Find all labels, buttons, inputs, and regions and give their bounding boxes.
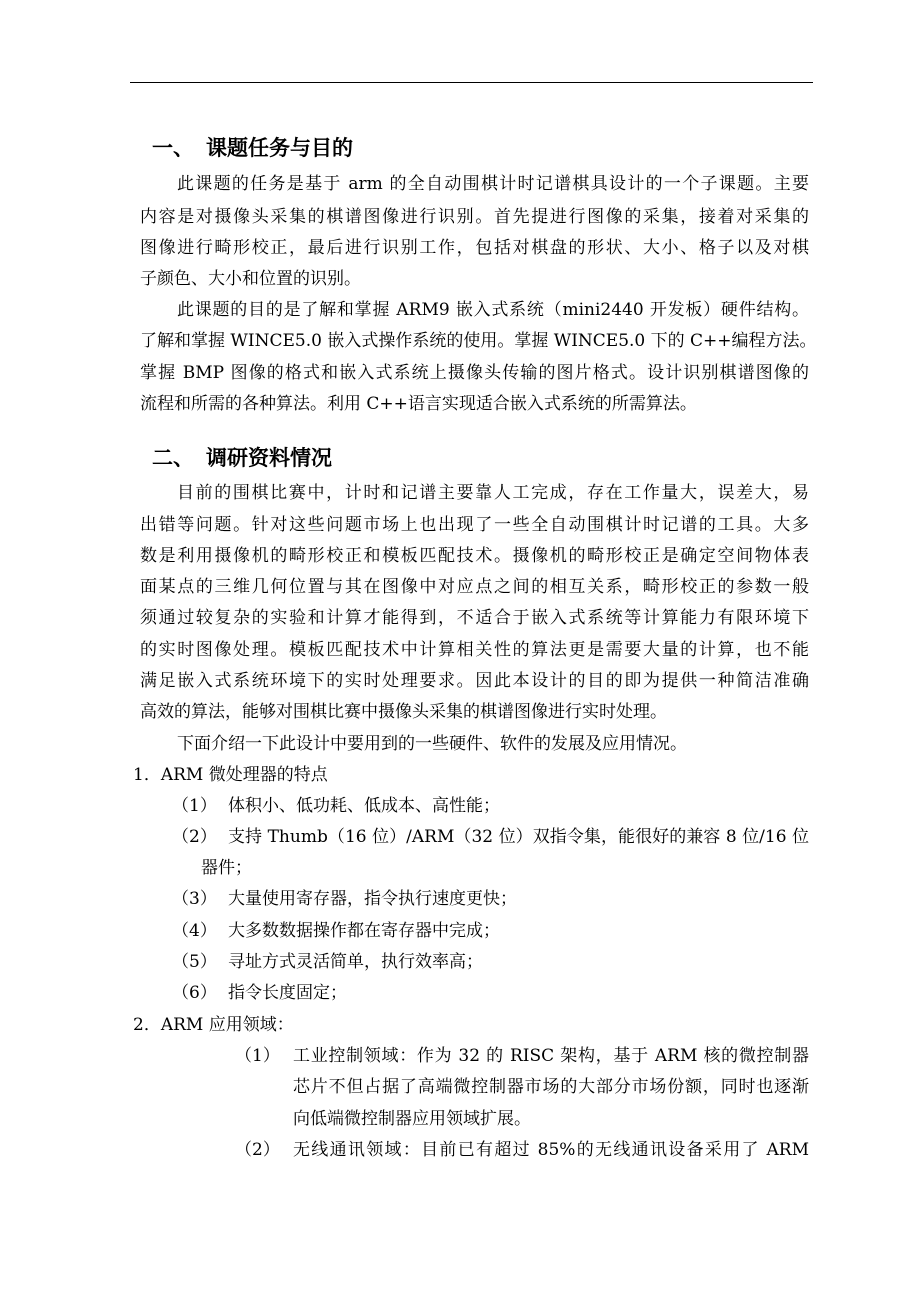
paragraph-line: 出错等问题。针对这些问题市场上也出现了一些全自动围棋计时记谱的工具。大多 bbox=[140, 515, 809, 535]
section-heading-1 bbox=[152, 135, 353, 161]
list-item-text: 大多数数据操作都在寄存器中完成； bbox=[228, 921, 500, 941]
paragraph-line: 此课题的任务是基于 arm 的全自动围棋计时记谱棋具设计的一个子课题。主要 bbox=[177, 174, 809, 194]
section-heading-2 bbox=[152, 445, 332, 471]
paragraph-line: 面某点的三维几何位置与其在图像中对应点之间的相互关系，畸形校正的参数一般 bbox=[140, 577, 809, 597]
list-item-number: （2） bbox=[172, 827, 217, 847]
list-item-number: （4） bbox=[172, 921, 217, 941]
section-title: 调研资料情况 bbox=[206, 446, 332, 470]
list-item bbox=[235, 1045, 809, 1067]
paragraph-line: 子颜色、大小和位置的识别。 bbox=[140, 269, 361, 289]
list-item bbox=[172, 982, 347, 1004]
section-number: 一、 bbox=[152, 136, 194, 160]
paragraph-line: 的实时图像处理。模板匹配技术中计算相关性的算法更是需要大量的计算，也不能 bbox=[140, 640, 809, 660]
paragraph-line: 目前的围棋比赛中，计时和记谱主要靠人工完成，存在工作量大，误差大，易 bbox=[177, 483, 809, 503]
paragraph-line: 数是利用摄像机的畸形校正和模板匹配技术。摄像机的畸形校正是确定空间物体表 bbox=[140, 546, 809, 566]
list-item-text: 支持 Thumb（16 位）/ARM（32 位）双指令集，能很好的兼容 8 位/16 位 bbox=[228, 827, 809, 847]
list-item-number: （6） bbox=[172, 983, 217, 1003]
list-item bbox=[172, 920, 500, 942]
list-item bbox=[172, 888, 517, 910]
paragraph-line: 须通过较复杂的实验和计算才能得到，不适合于嵌入式系统等计算能力有限环境下 bbox=[140, 608, 809, 628]
list-item bbox=[172, 795, 500, 817]
list-heading: 1．ARM 微处理器的特点 bbox=[133, 765, 328, 785]
list-item-text: 寻址方式灵活简单，执行效率高； bbox=[228, 952, 483, 972]
list-item-text: 大量使用寄存器，指令执行速度更快； bbox=[228, 889, 517, 909]
paragraph-line: 了解和掌握 WINCE5.0 嵌入式操作系统的使用。掌握 WINCE5.0 下的 C++编程方法。 bbox=[140, 331, 817, 351]
list-item bbox=[235, 1139, 809, 1161]
list-item-number: （1） bbox=[172, 796, 217, 816]
list-item-number: （3） bbox=[172, 889, 217, 909]
section-title: 课题任务与目的 bbox=[206, 136, 353, 160]
header-rule bbox=[130, 82, 813, 83]
list-item-text: 体积小、低功耗、低成本、高性能； bbox=[228, 796, 500, 816]
list-item-number: （5） bbox=[172, 952, 217, 972]
paragraph-line: 掌握 BMP 图像的格式和嵌入式系统上摄像头传输的图片格式。设计识别棋谱图像的 bbox=[140, 363, 809, 383]
list-item-text: 无线通讯领域：目前已有超过 85%的无线通讯设备采用了 ARM bbox=[293, 1140, 809, 1160]
list-heading: 2．ARM 应用领域： bbox=[133, 1015, 294, 1035]
paragraph-line: 图像进行畸形校正，最后进行识别工作，包括对棋盘的形状、大小、格子以及对棋 bbox=[140, 238, 809, 258]
list-item-number: （2） bbox=[235, 1140, 280, 1160]
paragraph-line: 下面介绍一下此设计中要用到的一些硬件、软件的发展及应用情况。 bbox=[177, 734, 687, 754]
list-item-text: 工业控制领域：作为 32 的 RISC 架构，基于 ARM 核的微控制器 bbox=[293, 1046, 809, 1066]
section-number: 二、 bbox=[152, 446, 194, 470]
paragraph-line: 内容是对摄像头采集的棋谱图像进行识别。首先提进行图像的采集，接着对采集的 bbox=[140, 207, 809, 227]
list-item bbox=[172, 826, 809, 848]
list-item-continuation: 芯片不但占据了高端微控制器市场的大部分市场份额，同时也逐渐 bbox=[293, 1077, 809, 1097]
list-item-text: 指令长度固定； bbox=[228, 983, 347, 1003]
list-item-continuation: 向低端微控制器应用领域扩展。 bbox=[293, 1109, 531, 1129]
list-item-continuation: 器件； bbox=[201, 858, 252, 878]
list-item-number: （1） bbox=[235, 1046, 280, 1066]
list-item bbox=[172, 951, 483, 973]
paragraph-line: 此课题的目的是了解和掌握 ARM9 嵌入式系统（mini2440 开发板）硬件结构。 bbox=[177, 300, 809, 320]
paragraph-line: 高效的算法，能够对围棋比赛中摄像头采集的棋谱图像进行实时处理。 bbox=[140, 702, 667, 722]
paragraph-line: 满足嵌入式系统环境下的实时处理要求。因此本设计的目的即为提供一种简洁准确 bbox=[140, 671, 809, 691]
paragraph-line: 流程和所需的各种算法。利用 C++语言实现适合嵌入式系统的所需算法。 bbox=[140, 394, 697, 414]
